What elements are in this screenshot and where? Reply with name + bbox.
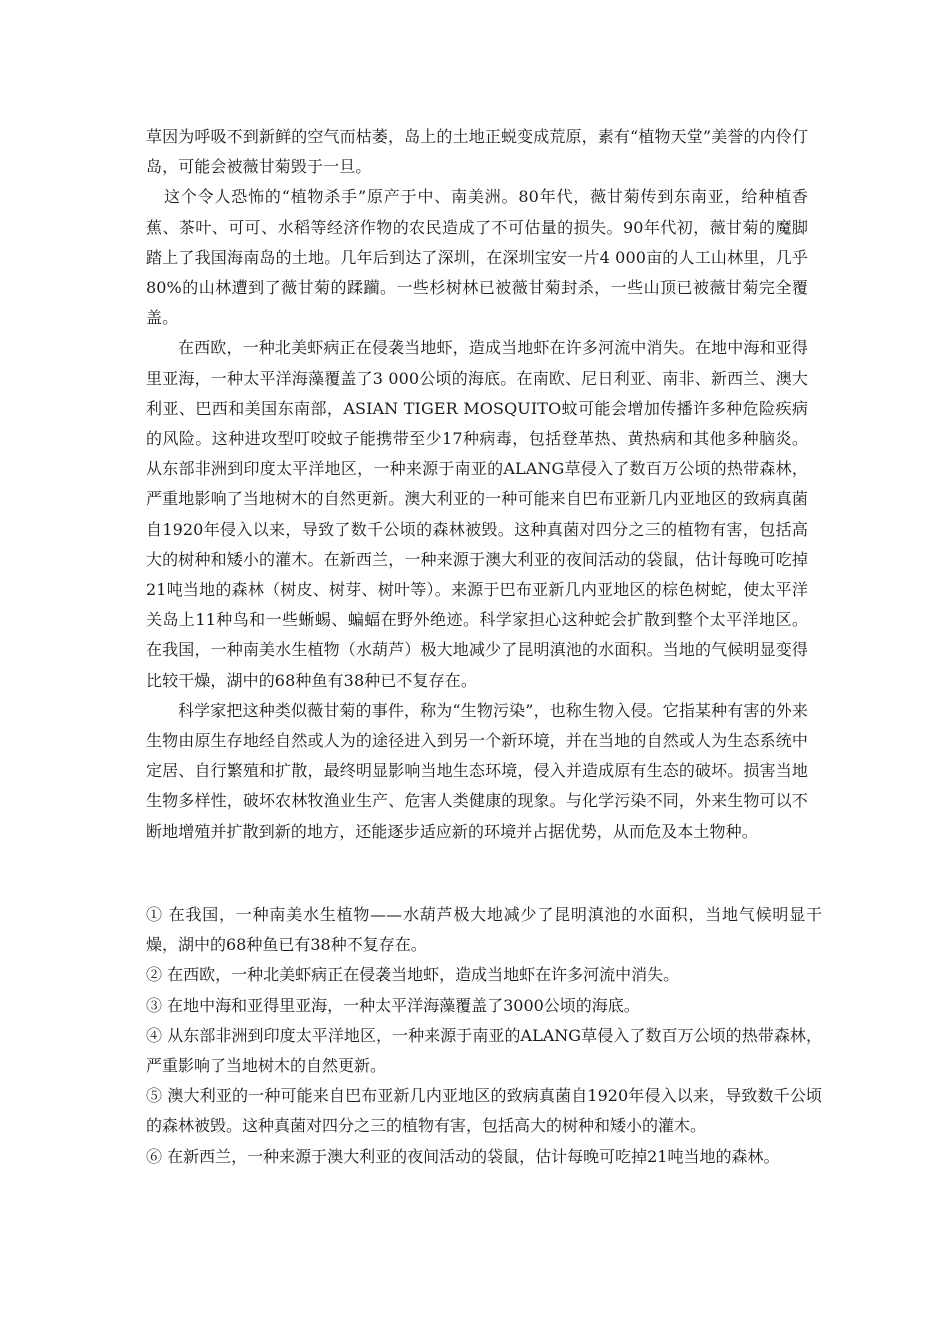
list-item-1: ① 在我国，一种南美水生植物——水葫芦极大地减少了昆明滇池的水面积，当地气候明显干燥，湖中的68种鱼已有38种不复存在。 bbox=[146, 905, 822, 955]
numbered-list bbox=[146, 900, 822, 1172]
list-item-4: ④ 从东部非洲到印度太平洋地区，一种来源于南亚的ALANG草侵入了数百万公顷的热带森林，严重影响了当地树木的自然更新。 bbox=[146, 1025, 822, 1076]
paragraph-definition: 科学家把这种类似薇甘菊的事件，称为“生物污染”，也称生物入侵。它指某种有害的外来生物由原生存地经自然或人为的途径进入到另一个新环境，并在当地的自然或人为生态系统中定居、自行繁殖和扩散，最终明显影响当地生态环境，侵入并造成原有生态的破坏。损害当地生物多样性，破坏农林牧渔业生产、危害人类健康的现象。与化学污染不同，外来生物可以不断地增殖并扩散到新的地方，还能逐步适应新的环境并占据优势，从而危及本土物种。 bbox=[146, 700, 808, 841]
paragraph-origin: 这个令人恐怖的“植物杀手”原产于中、南美洲。80年代，薇甘菊传到东南亚，给种植香蕉、茶叶、可可、水稻等经济作物的农民造成了不可估量的损失。90年代初，薇甘菊的魔脚踏上了我国海南岛的土地。几年后到达了深圳，在深圳宝安一片4 000亩的人工山林里，几乎80%的山林遭到了薇甘菊的蹂躏。一些杉树林已被薇甘菊封杀，一些山顶已被薇甘菊完全覆盖。 bbox=[146, 187, 808, 328]
article-body bbox=[146, 122, 808, 847]
paragraph-continuation: 草因为呼吸不到新鲜的空气而枯萎，岛上的土地正蜕变成荒原，素有“植物天堂”美誉的内伶仃岛，可能会被薇甘菊毁于一旦。 bbox=[146, 127, 808, 177]
list-item-5: ⑤ 澳大利亚的一种可能来自巴布亚新几内亚地区的致病真菌自1920年侵入以来，导致数千公顷的森林被毁。这种真菌对四分之三的植物有害，包括高大的树种和矮小的灌木。 bbox=[146, 1086, 822, 1136]
list-item-6: ⑥ 在新西兰，一种来源于澳大利亚的夜间活动的袋鼠，估计每晚可吃掉21吨当地的森林。 bbox=[146, 1146, 780, 1166]
list-item-3: ③ 在地中海和亚得里亚海，一种太平洋海藻覆盖了3000公顷的海底。 bbox=[146, 995, 640, 1015]
paragraph-examples: 在西欧，一种北美虾病正在侵袭当地虾，造成当地虾在许多河流中消失。在地中海和亚得里亚海，一种太平洋海藻覆盖了3 000公顷的海底。在南欧、尼日利亚、南非、新西兰、澳大利亚、巴西和美国东南部，ASIAN TIGER MOSQUITO蚊可能会增加传播许多种危险疾病的风险。这种进攻型叮咬蚊子能携带至少17种病毒，包括登革热、黄热病和其他多种脑炎。从东部非洲到印度太平洋地区，一种来源于南亚的ALANG草侵入了数百万公顷的热带森林，严重地影响了当地树木的自然更新。澳大利亚的一种可能来自巴布亚新几内亚地区的致病真菌自1920年侵入以来，导致了数千公顷的森林被毁。这种真菌对四分之三的植物有害，包括高大的树种和矮小的灌木。在新西兰，一种来源于澳大利亚的夜间活动的袋鼠，估计每晚可吃掉21吨当地的森林（树皮、树芽、树叶等）。来源于巴布亚新几内亚地区的棕色树蛇，使太平洋关岛上11种鸟和一些蜥蜴、蝙蝠在野外绝迹。科学家担心这种蛇会扩散到整个太平洋地区。在我国，一种南美水生植物（水葫芦）极大地减少了昆明滇池的水面积。当地的气候明显变得比较干燥，湖中的68种鱼有38种已不复存在。 bbox=[146, 338, 808, 690]
list-item-2: ② 在西欧，一种北美虾病正在侵袭当地虾，造成当地虾在许多河流中消失。 bbox=[146, 965, 680, 985]
